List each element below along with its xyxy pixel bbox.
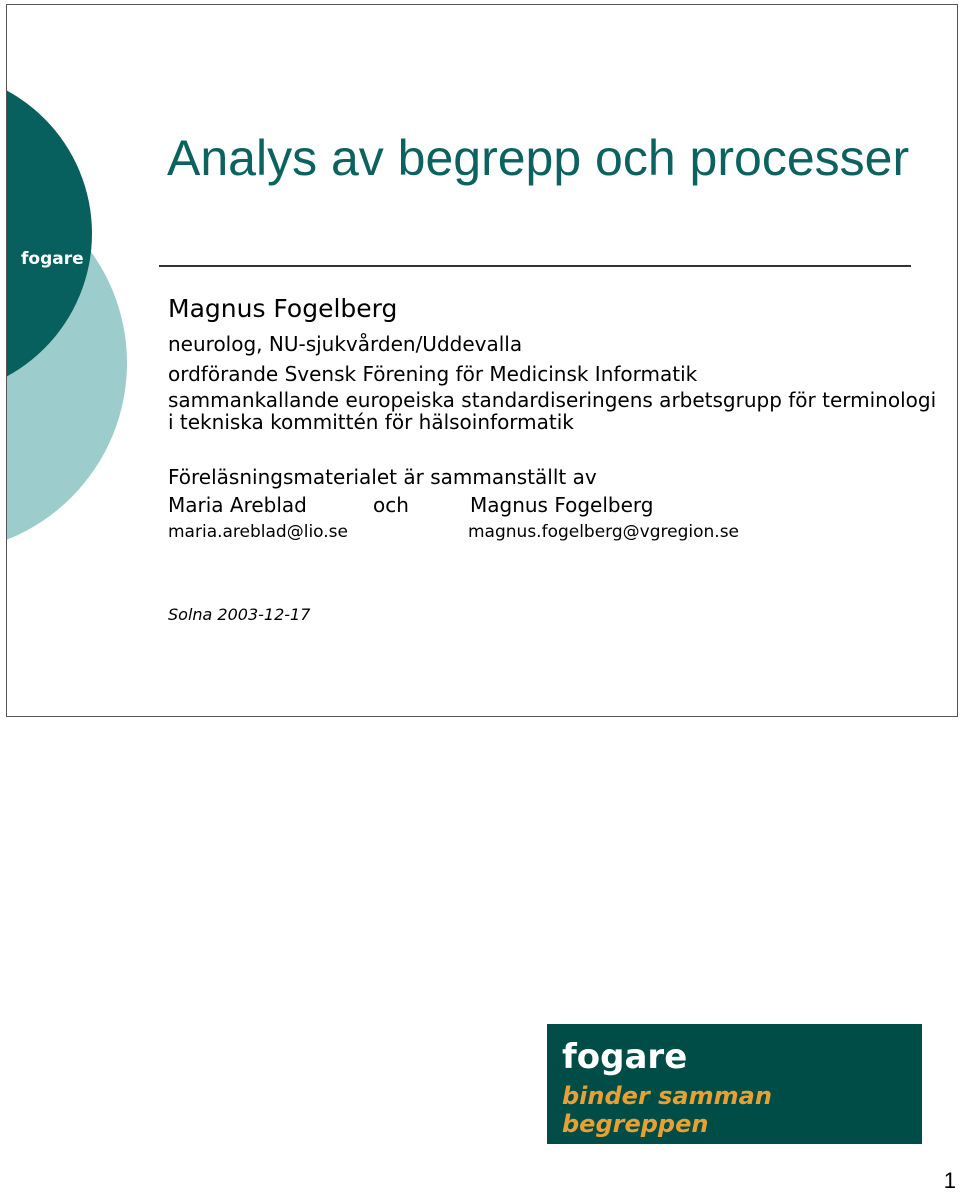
credit-emails bbox=[168, 519, 868, 545]
email-link[interactable]: maria.areblad@lio.se bbox=[168, 522, 348, 542]
author-info bbox=[168, 329, 938, 433]
presentation-date: Solna 2003-12-17 bbox=[168, 605, 311, 624]
credit-and: och bbox=[373, 493, 409, 517]
slide-title: Analys av begrepp och processer bbox=[167, 130, 910, 186]
author-name: Magnus Fogelberg bbox=[168, 294, 398, 323]
footer-brand: fogare bbox=[562, 1037, 688, 1077]
credit-name: Maria Areblad bbox=[168, 493, 307, 517]
fogare-footer-logo bbox=[547, 1024, 922, 1144]
compiled-by: Föreläsningsmaterialet är sammanställt av bbox=[168, 465, 597, 489]
credit-name: Magnus Fogelberg bbox=[470, 493, 654, 517]
credits bbox=[168, 463, 868, 545]
info-line: neurolog, NU-sjukvården/Uddevalla bbox=[168, 332, 523, 356]
footer-tagline: binder samman bbox=[562, 1082, 772, 1110]
page-number: 1 bbox=[943, 1168, 956, 1193]
credit-names bbox=[168, 491, 868, 519]
footer-tagline: begreppen bbox=[562, 1110, 709, 1138]
info-line: ordförande Svensk Förening för Medicinsk Informatik bbox=[168, 362, 698, 386]
slide bbox=[6, 4, 958, 717]
email-link[interactable]: magnus.fogelberg@vgregion.se bbox=[468, 522, 740, 542]
title-divider bbox=[159, 265, 911, 267]
fogare-logo: fogare bbox=[21, 249, 84, 269]
info-line: sammankallande europeiska standardiseringens arbetsgrupp för terminologi i tekniska kommittén för hälsoinformatik bbox=[168, 388, 937, 434]
